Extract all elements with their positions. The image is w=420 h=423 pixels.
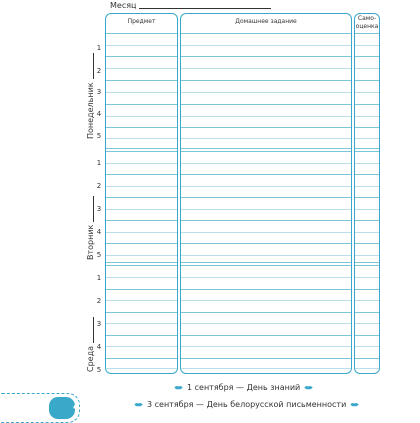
holiday-note-2-text: 3 сентября — День белорусской письменности bbox=[147, 400, 347, 409]
ruled-line bbox=[181, 262, 351, 263]
ruled-line bbox=[355, 358, 379, 359]
ruled-line bbox=[106, 151, 177, 152]
ruled-line bbox=[106, 45, 177, 46]
ruled-line bbox=[106, 232, 177, 233]
ruled-line bbox=[181, 163, 351, 164]
ruled-line bbox=[355, 220, 379, 221]
subject-header: Предмет bbox=[127, 18, 156, 25]
ruled-line bbox=[355, 265, 379, 266]
self-assessment-header bbox=[354, 15, 380, 31]
month-label: Месяц bbox=[110, 0, 137, 10]
ruled-line bbox=[355, 346, 379, 347]
month-field bbox=[110, 0, 271, 10]
ruled-line bbox=[106, 56, 177, 57]
lesson-number: 1 bbox=[96, 274, 102, 282]
ruled-line bbox=[181, 220, 351, 221]
lips-icon bbox=[134, 402, 143, 407]
homework-header: Домашнее задание bbox=[235, 18, 297, 25]
ruled-line bbox=[181, 265, 351, 266]
ruled-line bbox=[181, 151, 351, 152]
ruled-line bbox=[181, 186, 351, 187]
lips-icon bbox=[304, 385, 313, 390]
lesson-number: 2 bbox=[96, 67, 102, 75]
ruled-line bbox=[181, 323, 351, 324]
self-assessment-header-line1: Само- bbox=[357, 15, 377, 22]
ruled-line bbox=[355, 56, 379, 57]
ruled-line bbox=[355, 80, 379, 81]
ruled-line bbox=[106, 127, 177, 128]
ruled-line bbox=[106, 92, 177, 93]
ruled-line bbox=[106, 265, 177, 266]
ruled-line bbox=[106, 358, 177, 359]
ruled-line bbox=[106, 289, 177, 290]
day-name: Вторник bbox=[86, 224, 95, 260]
ruled-line bbox=[181, 127, 351, 128]
ruled-line bbox=[181, 232, 351, 233]
ruled-line bbox=[106, 335, 177, 336]
ruled-line bbox=[355, 127, 379, 128]
date-write-line[interactable] bbox=[87, 53, 94, 79]
ruled-line bbox=[355, 368, 379, 369]
ruled-line bbox=[181, 174, 351, 175]
ruled-line bbox=[355, 138, 379, 139]
ruled-line bbox=[355, 151, 379, 152]
ruled-line bbox=[106, 243, 177, 244]
ruled-line bbox=[181, 358, 351, 359]
day-label-wednesday bbox=[86, 317, 95, 372]
ruled-line bbox=[181, 346, 351, 347]
ruled-line bbox=[181, 148, 351, 149]
ruled-line bbox=[106, 312, 177, 313]
ruled-line bbox=[181, 368, 351, 369]
subject-column bbox=[105, 13, 178, 374]
holiday-note-2 bbox=[130, 400, 363, 409]
day-label-monday bbox=[86, 53, 95, 139]
ruled-line bbox=[355, 232, 379, 233]
self-assessment-header-line2: оценка bbox=[355, 23, 379, 30]
lesson-number: 1 bbox=[96, 159, 102, 167]
page-tab bbox=[0, 393, 80, 423]
lesson-number: 5 bbox=[96, 366, 102, 374]
page-tab-badge bbox=[49, 397, 75, 419]
ruled-line bbox=[181, 277, 351, 278]
ruled-line bbox=[106, 262, 177, 263]
homework-column bbox=[180, 13, 352, 374]
month-write-line[interactable] bbox=[139, 2, 271, 9]
ruled-line bbox=[355, 68, 379, 69]
ruled-line bbox=[181, 335, 351, 336]
ruled-line bbox=[106, 148, 177, 149]
lesson-number: 1 bbox=[96, 44, 102, 52]
ruled-line bbox=[181, 138, 351, 139]
lips-icon bbox=[350, 402, 359, 407]
ruled-line bbox=[106, 174, 177, 175]
ruled-line bbox=[181, 104, 351, 105]
ruled-line bbox=[355, 116, 379, 117]
ruled-line bbox=[181, 243, 351, 244]
ruled-line bbox=[355, 277, 379, 278]
ruled-line bbox=[106, 104, 177, 105]
ruled-line bbox=[106, 368, 177, 369]
ruled-line bbox=[355, 243, 379, 244]
holiday-note-1 bbox=[170, 383, 317, 392]
ruled-line bbox=[355, 323, 379, 324]
ruled-line bbox=[181, 68, 351, 69]
ruled-line bbox=[106, 138, 177, 139]
lips-icon bbox=[174, 385, 183, 390]
ruled-line bbox=[106, 323, 177, 324]
ruled-line bbox=[106, 163, 177, 164]
lesson-number: 3 bbox=[96, 205, 102, 213]
day-name: Среда bbox=[86, 345, 95, 372]
ruled-line bbox=[355, 33, 379, 34]
lesson-number: 2 bbox=[96, 297, 102, 305]
ruled-line bbox=[355, 209, 379, 210]
self-assessment-column bbox=[354, 13, 380, 374]
ruled-line bbox=[355, 255, 379, 256]
ruled-line bbox=[181, 45, 351, 46]
ruled-line bbox=[355, 148, 379, 149]
ruled-line bbox=[355, 186, 379, 187]
ruled-line bbox=[181, 197, 351, 198]
ruled-line bbox=[355, 163, 379, 164]
ruled-line bbox=[355, 104, 379, 105]
ruled-line bbox=[181, 289, 351, 290]
lesson-number: 4 bbox=[96, 228, 102, 236]
lesson-number: 5 bbox=[96, 132, 102, 140]
page-number: 4 bbox=[73, 400, 81, 413]
ruled-line bbox=[181, 209, 351, 210]
date-write-line[interactable] bbox=[87, 196, 94, 222]
ruled-line bbox=[355, 335, 379, 336]
day-label-tuesday bbox=[86, 196, 95, 260]
ruled-line bbox=[355, 174, 379, 175]
lesson-number: 2 bbox=[96, 182, 102, 190]
ruled-line bbox=[355, 262, 379, 263]
ruled-line bbox=[106, 68, 177, 69]
ruled-line bbox=[106, 300, 177, 301]
ruled-line bbox=[181, 255, 351, 256]
ruled-line bbox=[106, 220, 177, 221]
ruled-line bbox=[181, 56, 351, 57]
ruled-line bbox=[181, 92, 351, 93]
date-write-line[interactable] bbox=[87, 317, 94, 343]
lesson-number: 3 bbox=[96, 88, 102, 96]
ruled-line bbox=[106, 80, 177, 81]
holiday-note-1-text: 1 сентября — День знаний bbox=[187, 383, 301, 392]
ruled-line bbox=[106, 33, 177, 34]
ruled-line bbox=[181, 312, 351, 313]
ruled-line bbox=[106, 209, 177, 210]
ruled-line bbox=[106, 186, 177, 187]
ruled-line bbox=[355, 289, 379, 290]
ruled-line bbox=[355, 312, 379, 313]
ruled-line bbox=[181, 33, 351, 34]
ruled-line bbox=[181, 80, 351, 81]
ruled-line bbox=[106, 116, 177, 117]
ruled-line bbox=[106, 255, 177, 256]
lesson-number: 5 bbox=[96, 251, 102, 259]
ruled-line bbox=[106, 197, 177, 198]
ruled-line bbox=[181, 116, 351, 117]
lesson-number: 3 bbox=[96, 320, 102, 328]
ruled-line bbox=[355, 300, 379, 301]
ruled-line bbox=[355, 45, 379, 46]
ruled-line bbox=[355, 197, 379, 198]
ruled-line bbox=[355, 92, 379, 93]
ruled-line bbox=[106, 277, 177, 278]
ruled-line bbox=[106, 346, 177, 347]
day-name: Понедельник bbox=[86, 82, 95, 139]
lesson-number: 4 bbox=[96, 343, 102, 351]
lesson-number: 4 bbox=[96, 110, 102, 118]
ruled-line bbox=[181, 300, 351, 301]
